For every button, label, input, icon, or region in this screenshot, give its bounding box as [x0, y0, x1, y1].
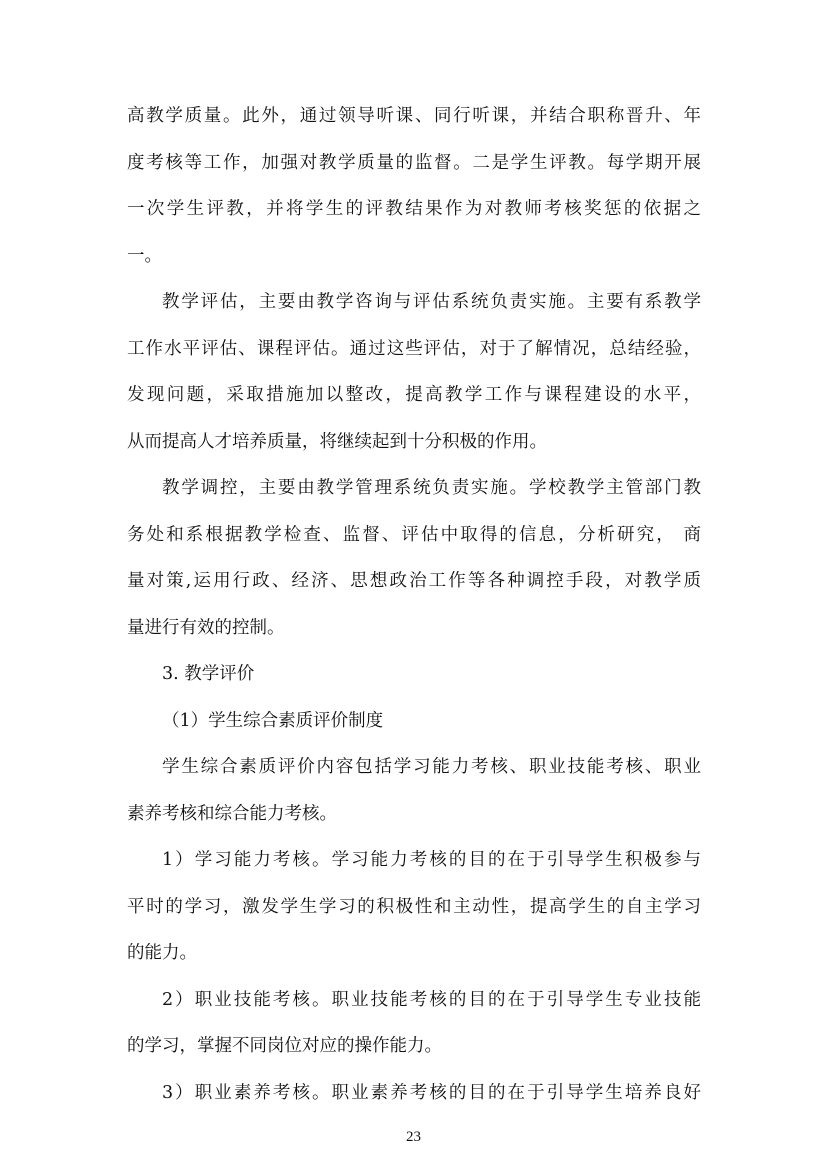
paragraph-first-line: 3）职业素养考核。职业素养考核的目的在于引导学生培养良好 [162, 1083, 701, 1103]
section-heading: 3. 教学评价 [162, 664, 255, 684]
subsection-heading: （1）学生综合素质评价制度 [162, 711, 384, 731]
text-line: 量进行有效的控制。 [127, 618, 285, 638]
text-line: 高教学质量。此外，通过领导听课、同行听课，并结合职称晋升、年 [127, 106, 701, 126]
text-line: 工作水平评估、课程评估。通过这些评估，对于了解情况，总结经验， [127, 339, 701, 359]
paragraph-first-line: 2）职业技能考核。职业技能考核的目的在于引导学生专业技能 [162, 990, 701, 1010]
text-line: 一。 [127, 246, 162, 266]
text-line: 从而提高人才培养质量，将继续起到十分积极的作用。 [127, 432, 547, 452]
paragraph-first-line: 1）学习能力考核。学习能力考核的目的在于引导学生积极参与 [162, 850, 701, 870]
text-line: 发现问题，采取措施加以整改，提高教学工作与课程建设的水平， [127, 385, 701, 405]
text-line: 务处和系根据教学检查、监督、评估中取得的信息，分析研究， 商 [127, 525, 701, 545]
text-line: 量对策,运用行政、经济、思想政治工作等各种调控手段，对教学质 [127, 571, 701, 591]
text-line: 的能力。 [127, 943, 197, 963]
text-line: 素养考核和综合能力考核。 [127, 804, 337, 824]
paragraph-first-line: 学生综合素质评价内容包括学习能力考核、职业技能考核、职业 [162, 757, 701, 777]
text-line: 度考核等工作，加强对教学质量的监督。二是学生评教。每学期开展 [127, 153, 701, 173]
text-line: 平时的学习，激发学生学习的积极性和主动性，提高学生的自主学习 [127, 897, 701, 917]
paragraph-first-line: 教学调控，主要由教学管理系统负责实施。学校教学主管部门教 [162, 478, 701, 498]
paragraph-first-line: 教学评估，主要由教学咨询与评估系统负责实施。主要有系教学 [162, 292, 701, 312]
text-line: 的学习，掌握不同岗位对应的操作能力。 [127, 1036, 442, 1056]
page-number: 23 [406, 1129, 421, 1145]
text-line: 一次学生评教，并将学生的评教结果作为对教师考核奖惩的依据之 [127, 199, 701, 219]
